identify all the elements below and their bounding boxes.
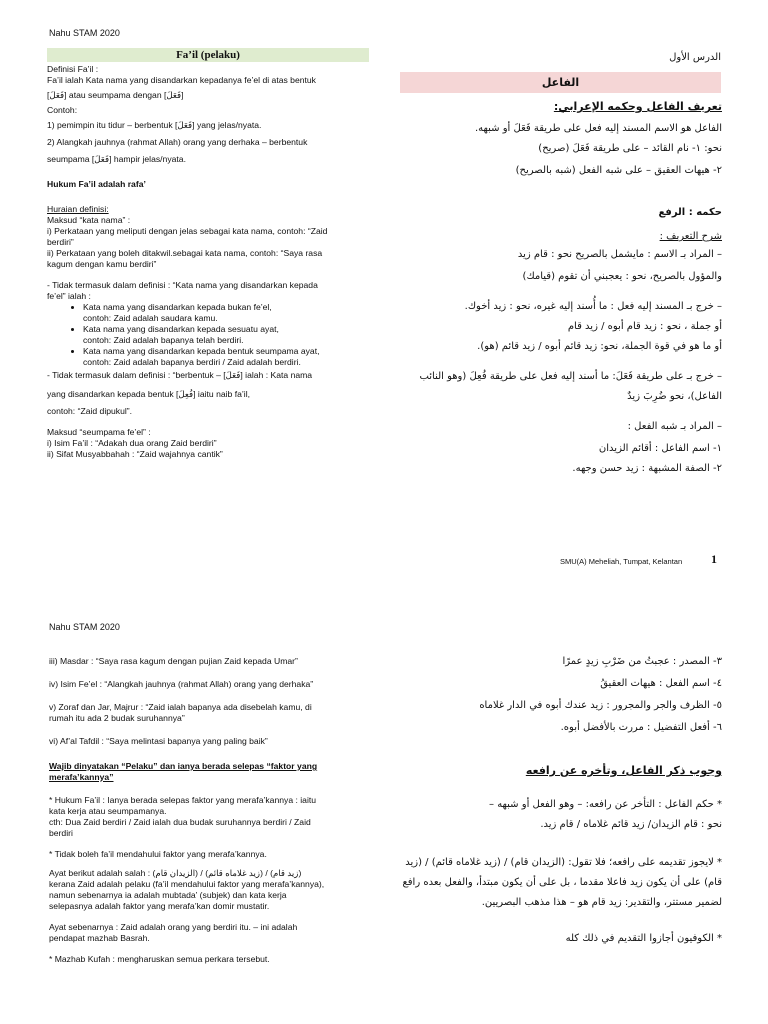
hukum-line: Hukum Fa’il adalah rafa’ bbox=[47, 179, 146, 189]
rule-line: pendapat mazhab Basrah. bbox=[49, 933, 150, 943]
rule-line: selepasnya adalah faktor yang merafa’kan domir mustatir. bbox=[49, 901, 270, 911]
example-line: iv) Isim Fe’el : “Alangkah jauhnya (rahmat Allah) orang yang derhaka” bbox=[49, 679, 314, 689]
hukum-line: berdiri bbox=[49, 828, 73, 838]
exclusion-line: contoh: “Zaid dipukul”. bbox=[47, 406, 133, 416]
list-item: • Kata nama yang disandarkan kepada bentuk seumpama ayat, contoh: Zaid adalah bapanya berdiri / Zaid adalah berdiri. bbox=[83, 346, 369, 368]
arabic-line: * حكم الفاعل : التأخر عن رافعه: – وهو الفعل أو شبهه – bbox=[489, 799, 722, 811]
list-item: • Kata nama yang disandarkan kepada sesuatu ayat, contoh: Zaid adalah bapanya telah berdiri. bbox=[83, 324, 369, 346]
rule-line: * Tidak boleh fa’il mendahului faktor yang merafa’kannya. bbox=[49, 849, 267, 859]
huraian-line: i) Perkataan yang meliputi dengan jelas sebagai kata nama, contoh: “Zaid bbox=[47, 226, 328, 236]
example-line: 1) pemimpin itu tidur – berbentuk [فَعَلَ] yang jelas/nyata. bbox=[47, 120, 262, 130]
arabic-line: – خرج بـ على طريقة فَعَلَ: ما أسند إليه فعل على طريقة فُعِلَ (وهو النائب bbox=[419, 371, 722, 383]
arabic-line: أو ما هو في قوة الجملة، نحو: زيد قائم أبوه / زيد قائم (هو). bbox=[477, 341, 722, 353]
arabic-line: الفاعل)، نحو ضُرِبَ زيدٌ bbox=[627, 391, 722, 403]
huraian-line: berdiri” bbox=[47, 237, 74, 247]
arabic-line: ٣- المصدر : عجبتُ من ضَرْبِ زيدٍ عمرًا bbox=[562, 656, 722, 667]
arabic-line: ٥- الظرف والجر والمجرور : زيد عندك أبوه في الدار غلاماه bbox=[479, 700, 722, 711]
arabic-line: لضمير مستتر، والتقدير: زيد قام هو – هذا مذهب البصريين. bbox=[481, 897, 722, 909]
example-line: iii) Masdar : “Saya rasa kagum dengan pujian Zaid kepada Umar” bbox=[49, 656, 298, 666]
maksud-heading: Maksud “kata nama” : bbox=[47, 215, 131, 225]
arabic-line: – المراد بـ شبه الفعل : bbox=[627, 421, 722, 433]
page2-left-column bbox=[49, 656, 369, 965]
example-line: 2) Alangkah jauhnya (rahmat Allah) orang yang derhaka – berbentuk bbox=[47, 137, 308, 147]
example-line: v) Zoraf dan Jar, Majrur : “Zaid ialah bapanya ada disebelah kamu, di bbox=[49, 702, 312, 712]
page1-right-column bbox=[396, 100, 722, 475]
page1-left-column bbox=[47, 48, 369, 460]
example-heading: Contoh: bbox=[47, 105, 78, 115]
fail-title-bar bbox=[47, 48, 369, 62]
definition-line: [فَعَلَ] atau seumpama dengan [فَعَلَ] bbox=[47, 90, 184, 100]
fail-title: Fa’il (pelaku) bbox=[176, 49, 240, 61]
exclusion-line: - Tidak termasuk dalam definisi : “berbentuk – [فَعَلَ] ialah : Kata nama bbox=[47, 370, 313, 380]
sharh-heading-ar: شرح التعريف : bbox=[659, 231, 722, 243]
rule-line: Ayat berikut adalah salah : (الزيدان قام) / (زيد غلاماه قائم) / (زيد قام) bbox=[49, 868, 302, 878]
arabic-line: أو جملة ، نحو : زيد قام أبوه / زيد قام bbox=[567, 321, 722, 333]
rule-line: namun sebenarnya ia adalah mubtada’ (subjek) dan kata kerja bbox=[49, 890, 287, 900]
exclusion-line: - Tidak termasuk dalam definisi : “Kata nama yang disandarkan kepada bbox=[47, 280, 318, 290]
rule-line: kerana Zaid adalah pelaku (fa’il mendahului faktor yang merafa’kannya), bbox=[49, 879, 325, 889]
arabic-line: قام) على أن يكون زيد فاعلا مقدما ، بل على أن يكون مبتدأ، والفعل بعده رافع bbox=[402, 877, 722, 889]
arabic-line: ٢- الصفة المشبهة : زيد حسن وجهه. bbox=[572, 463, 722, 475]
wujub-heading-ar: وجوب ذكر الفاعل، وتأخره عن رافعه bbox=[525, 764, 722, 777]
huraian-line: kagum dengan kamu berdiri” bbox=[47, 259, 157, 269]
arabic-line: الفاعل هو الاسم المسند إليه فعل على طريقة فَعَلَ أو شبهه. bbox=[474, 123, 722, 135]
page1-header: Nahu STAM 2020 bbox=[49, 28, 120, 38]
definition-line: Fa’il ialah Kata nama yang disandarkan kepadanya fe’el di atas bentuk bbox=[47, 75, 316, 85]
list-item: • Kata nama yang disandarkan kepada bukan fe’el, contoh: Zaid adalah saudara kamu. bbox=[83, 302, 369, 324]
arabic-line: نحو: ١- نام القائد – على طريقة فَعَلَ (صريح) bbox=[538, 143, 722, 155]
definition-heading-ar: تعريف الفاعل وحكمه الإعرابي: bbox=[553, 100, 722, 113]
rule-line: Ayat sebenarnya : Zaid adalah orang yang berdiri itu. – ini adalah bbox=[49, 922, 298, 932]
arabic-line: * لايجوز تقديمه على رافعه؛ فلا تقول: (الزيدان قام) / (زيد غلاماه قائم) / (زيد bbox=[405, 857, 722, 869]
seumpama-line: i) Isim Fa’il : “Adakah dua orang Zaid berdiri” bbox=[47, 438, 217, 448]
page-footer: SMU(A) Meheliah, Tumpat, Kelantan bbox=[560, 557, 683, 566]
example-line: vi) Af’al Tafdil : “Saya melintasi bapanya yang paling baik” bbox=[49, 736, 268, 746]
wajib-heading: merafa’kannya” bbox=[49, 772, 114, 782]
arabic-line: ٢- هيهات العقيق – على شبه الفعل (شبه بالصريح) bbox=[515, 165, 722, 177]
arabic-line: والمؤول بالصريح، نحو : يعجبني أن تقوم (قيامك) bbox=[522, 271, 722, 283]
exclusion-line: yang disandarkan kepada bentuk [فُعِلَ] iaitu naib fa’il, bbox=[47, 389, 251, 399]
arabic-line: ١- اسم الفاعل : أقائم الزيدان bbox=[598, 443, 722, 455]
huraian-heading: Huraian definisi: bbox=[47, 204, 109, 214]
arabic-line: – المراد بـ الاسم : مايشمل بالصريح نحو : قام زيد bbox=[517, 249, 722, 261]
arabic-line: ٦- أفعل التفضيل : مررت بالأفضل أبوه. bbox=[560, 722, 722, 733]
arabic-title-bar bbox=[400, 72, 721, 93]
exclusion-list bbox=[47, 302, 369, 368]
page2-right-column bbox=[396, 656, 722, 945]
wajib-heading: Wajib dinyatakan “Pelaku” dan ianya berada selepas “faktor yang bbox=[49, 761, 318, 771]
page2-header: Nahu STAM 2020 bbox=[49, 622, 120, 632]
page-number: 1 bbox=[711, 552, 717, 566]
arabic-line: نحو : قام الزيدان/ زيد قائم غلاماه / قام زيد. bbox=[540, 819, 722, 831]
hukum-line: * Hukum Fa’il : Ianya berada selepas faktor yang merafa’kannya : iaitu bbox=[49, 795, 317, 805]
huraian-line: ii) Perkataan yang boleh ditakwil.sebagai kata nama, contoh: “Saya rasa bbox=[47, 248, 323, 258]
hukum-line: cth: Dua Zaid berdiri / Zaid ialah dua budak suruhannya berdiri / Zaid bbox=[49, 817, 311, 827]
lesson-label: الدرس الأول bbox=[669, 52, 721, 63]
hukum-line: kata kerja atau seumpamanya. bbox=[49, 806, 167, 816]
rule-line: * Mazhab Kufah : mengharuskan semua perkara tersebut. bbox=[49, 954, 270, 964]
arabic-line: – خرج بـ المسند إليه فعل : ما أُسند إليه غيره، نحو : زيد أخوك. bbox=[464, 301, 722, 313]
arabic-line: ٤- اسم الفعل : هيهات العقيقُ bbox=[600, 678, 722, 689]
arabic-line: * الكوفيون أجازوا التقديم في ذلك كله bbox=[565, 933, 722, 945]
example-line: seumpama [فَعَلَ] hampir jelas/nyata. bbox=[47, 154, 186, 164]
exclusion-line: fe’el” ialah : bbox=[47, 291, 91, 301]
seumpama-line: ii) Sifat Musyabbahah : “Zaid wajahnya cantik” bbox=[47, 449, 223, 459]
arabic-title: الفاعل bbox=[541, 76, 580, 89]
hukm-line-ar: حكمه : الرفع bbox=[658, 207, 722, 219]
maksud-seumpama-heading: Maksud “seumpama fe’el” : bbox=[47, 427, 151, 437]
example-line: rumah itu ada 2 budak suruhannya” bbox=[49, 713, 185, 723]
definition-heading: Definisi Fa’il : bbox=[47, 64, 99, 74]
